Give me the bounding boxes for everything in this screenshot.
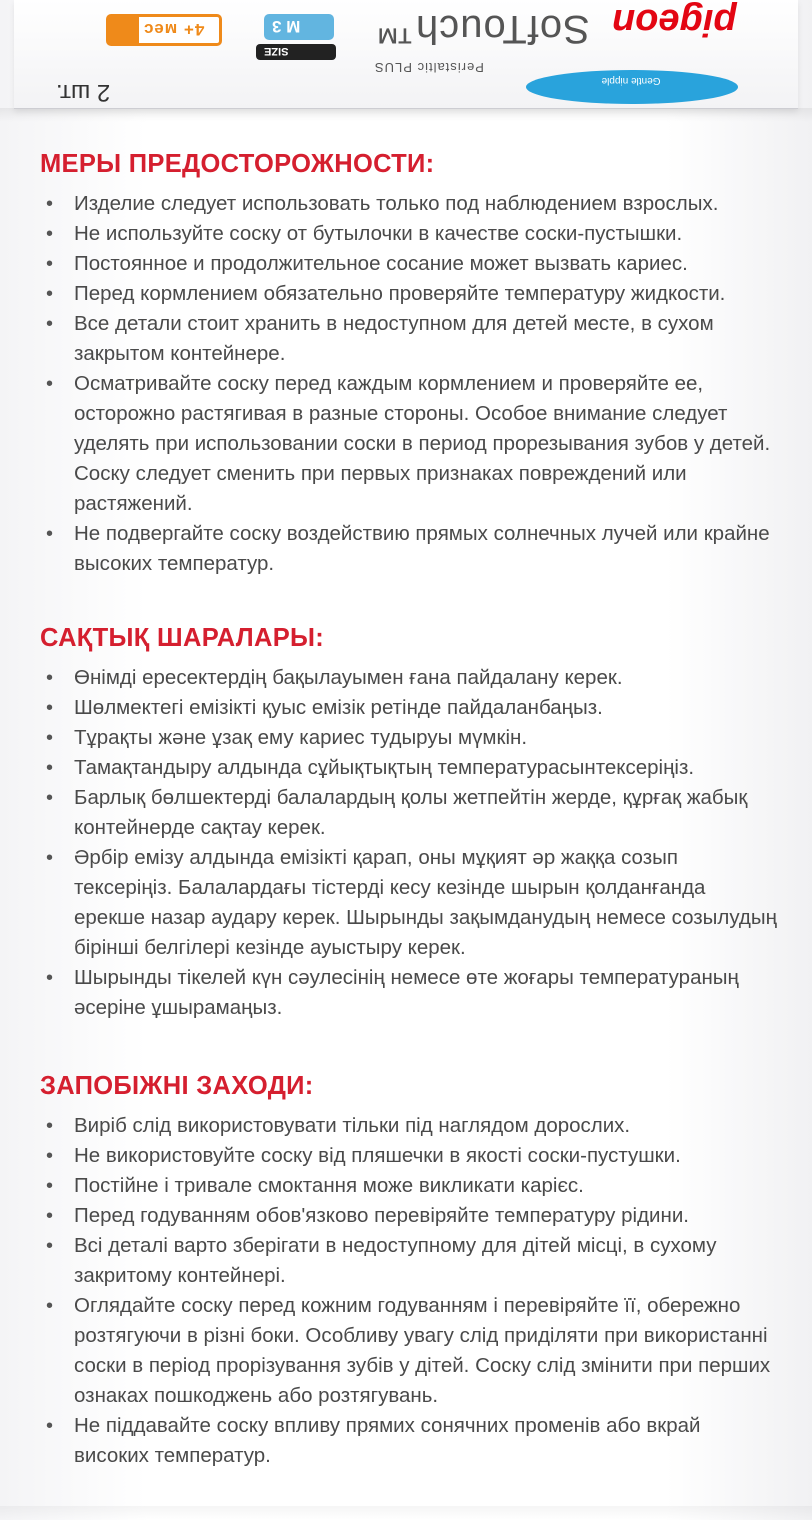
list-item — [40, 1411, 780, 1471]
list-item-text: Өнімді ересектердің бақылауымен ғана пайдалану керек. — [74, 666, 623, 689]
list-item-text: Не піддавайте соску впливу прямих сонячних променів або вкрай високих температур. — [74, 1414, 701, 1467]
bullet-icon: • — [46, 727, 54, 749]
section-title: МЕРЫ ПРЕДОСТОРОЖНОСТИ: — [40, 150, 435, 178]
bullet-icon: • — [46, 757, 54, 779]
list-item-text: Тамақтандыру алдында сұйықтықтың температурасынтексеріңіз. — [74, 756, 695, 779]
list-item — [40, 693, 780, 723]
list-item — [40, 519, 780, 579]
list-item — [40, 783, 780, 843]
bullet-icon: • — [46, 1295, 54, 1317]
list-item — [40, 723, 780, 753]
list-item — [40, 1141, 780, 1171]
list-item — [40, 309, 780, 369]
list-item — [40, 1111, 780, 1141]
lid-shadow — [0, 108, 812, 122]
quantity-label: 2 шт. — [56, 79, 111, 106]
warning-list — [40, 663, 780, 1023]
size-badge-label: M 3 — [272, 17, 301, 36]
bullet-icon: • — [46, 967, 54, 989]
list-item-text: Все детали стоит хранить в недоступном для детей месте, в сухом закрытом контейнере. — [74, 312, 714, 365]
list-item — [40, 843, 780, 963]
list-item-text: Всі деталі варто зберігати в недоступному для дітей місці, в сухому закритому контейнері. — [74, 1234, 717, 1287]
bullet-icon: • — [46, 523, 54, 545]
list-item-text: Шырынды тікелей күн сәулесінің немесе өте жоғары температураның әсеріне ұшырамаңыз. — [74, 966, 739, 1019]
bullet-icon: • — [46, 223, 54, 245]
product-subtitle: Peristaltic PLUS — [374, 60, 484, 75]
age-badge — [106, 14, 222, 46]
list-item — [40, 249, 780, 279]
bullet-icon: • — [46, 667, 54, 689]
list-item-text: Осматривайте соску перед каждым кормлением и проверяйте ее, осторожно растягивая в разные стороны. Особое внимание следует уделять при использовании соски в период прорезывания зубов у детей. Соску следует сменить при первых признаках повреждений или растяжений. — [74, 372, 771, 515]
list-item-text: Барлық бөлшектерді балалардың қолы жетпейтін жерде, құрғақ жабық контейнерде сақтау керек. — [74, 786, 748, 839]
product-name: SofTouch™ — [374, 7, 590, 51]
brand-logo: pigeon — [612, 1, 737, 43]
bullet-icon: • — [46, 847, 54, 869]
bullet-icon: • — [46, 373, 54, 395]
list-item-text: Оглядайте соску перед кожним годуванням і перевіряйте її, обережно розтягуючи в різні боки. Особливу увагу слід приділяти при використанні соски в період прорізування зубів у дітей. Соску слід змінити при перших ознаках пошкоджень або розтягувань. — [74, 1294, 771, 1407]
list-item-text: Не використовуйте соску від пляшечки в якості соски-пустушки. — [74, 1144, 681, 1167]
section-title: САҚТЫҚ ШАРАЛАРЫ: — [40, 624, 325, 652]
feature-oval-badge — [526, 70, 738, 104]
bullet-icon: • — [46, 1415, 54, 1437]
list-item-text: Тұрақты және ұзақ ему кариес тудыруы мүмкін. — [74, 726, 528, 749]
list-item — [40, 663, 780, 693]
size-badge — [264, 14, 334, 40]
bullet-icon: • — [46, 1115, 54, 1137]
list-item — [40, 369, 780, 519]
section-title: ЗАПОБІЖНІ ЗАХОДИ: — [40, 1072, 314, 1100]
bullet-icon: • — [46, 313, 54, 335]
bullet-icon: • — [46, 1205, 54, 1227]
list-item — [40, 1291, 780, 1411]
bullet-icon: • — [46, 787, 54, 809]
list-item-text: Постоянное и продолжительное сосание может вызвать кариес. — [74, 252, 688, 275]
bullet-icon: • — [46, 1145, 54, 1167]
feature-oval-text: Gentle nipple — [601, 75, 661, 86]
list-item-text: Перед кормлением обязательно проверяйте температуру жидкости. — [74, 282, 726, 305]
size-sub-label: SIZE — [264, 45, 289, 57]
list-item-text: Не используйте соску от бутылочки в качестве соски-пустышки. — [74, 222, 683, 245]
list-item — [40, 753, 780, 783]
list-item-text: Шөлмектегі емізікті қуыс емізік ретінде пайдаланбаңыз. — [74, 696, 603, 719]
warning-list — [40, 1111, 780, 1471]
age-badge-fill — [109, 17, 139, 43]
list-item — [40, 279, 780, 309]
package-lid — [14, 0, 798, 109]
bullet-icon: • — [46, 1235, 54, 1257]
list-item-text: Изделие следует использовать только под наблюдением взрослых. — [74, 192, 719, 215]
list-item — [40, 963, 780, 1023]
section-russian — [40, 150, 780, 579]
section-kazakh — [40, 624, 780, 1023]
bullet-icon: • — [46, 283, 54, 305]
list-item — [40, 1231, 780, 1291]
age-badge-label: 4+ мес — [143, 20, 205, 39]
list-item-text: Әрбір емізу алдында емізікті қарап, оны мұқият әр жаққа созып тексеріңіз. Балалардағы тістерді кесу кезінде шырын қолданғанда ерекше назар аудару керек. Шырынды зақымданудың немесе созылудың бірінші белгілері кезінде ауыстыру керек. — [74, 846, 777, 959]
bullet-icon: • — [46, 697, 54, 719]
size-sub-badge — [256, 44, 336, 60]
list-item-text: Виріб слід використовувати тільки під наглядом дорослих. — [74, 1114, 631, 1137]
bullet-icon: • — [46, 1175, 54, 1197]
list-item-text: Постійне і тривале смоктання може викликати карієс. — [74, 1174, 584, 1197]
bullet-icon: • — [46, 193, 54, 215]
section-ukrainian — [40, 1072, 780, 1471]
bullet-icon: • — [46, 253, 54, 275]
list-item-text: Не подвергайте соску воздействию прямых солнечных лучей или крайне высоких температур. — [74, 522, 770, 575]
list-item-text: Перед годуванням обов'язково перевіряйте температуру рідини. — [74, 1204, 689, 1227]
list-item — [40, 1171, 780, 1201]
bottom-edge-shadow — [0, 1506, 812, 1520]
warning-list — [40, 189, 780, 579]
list-item — [40, 219, 780, 249]
list-item — [40, 1201, 780, 1231]
list-item — [40, 189, 780, 219]
